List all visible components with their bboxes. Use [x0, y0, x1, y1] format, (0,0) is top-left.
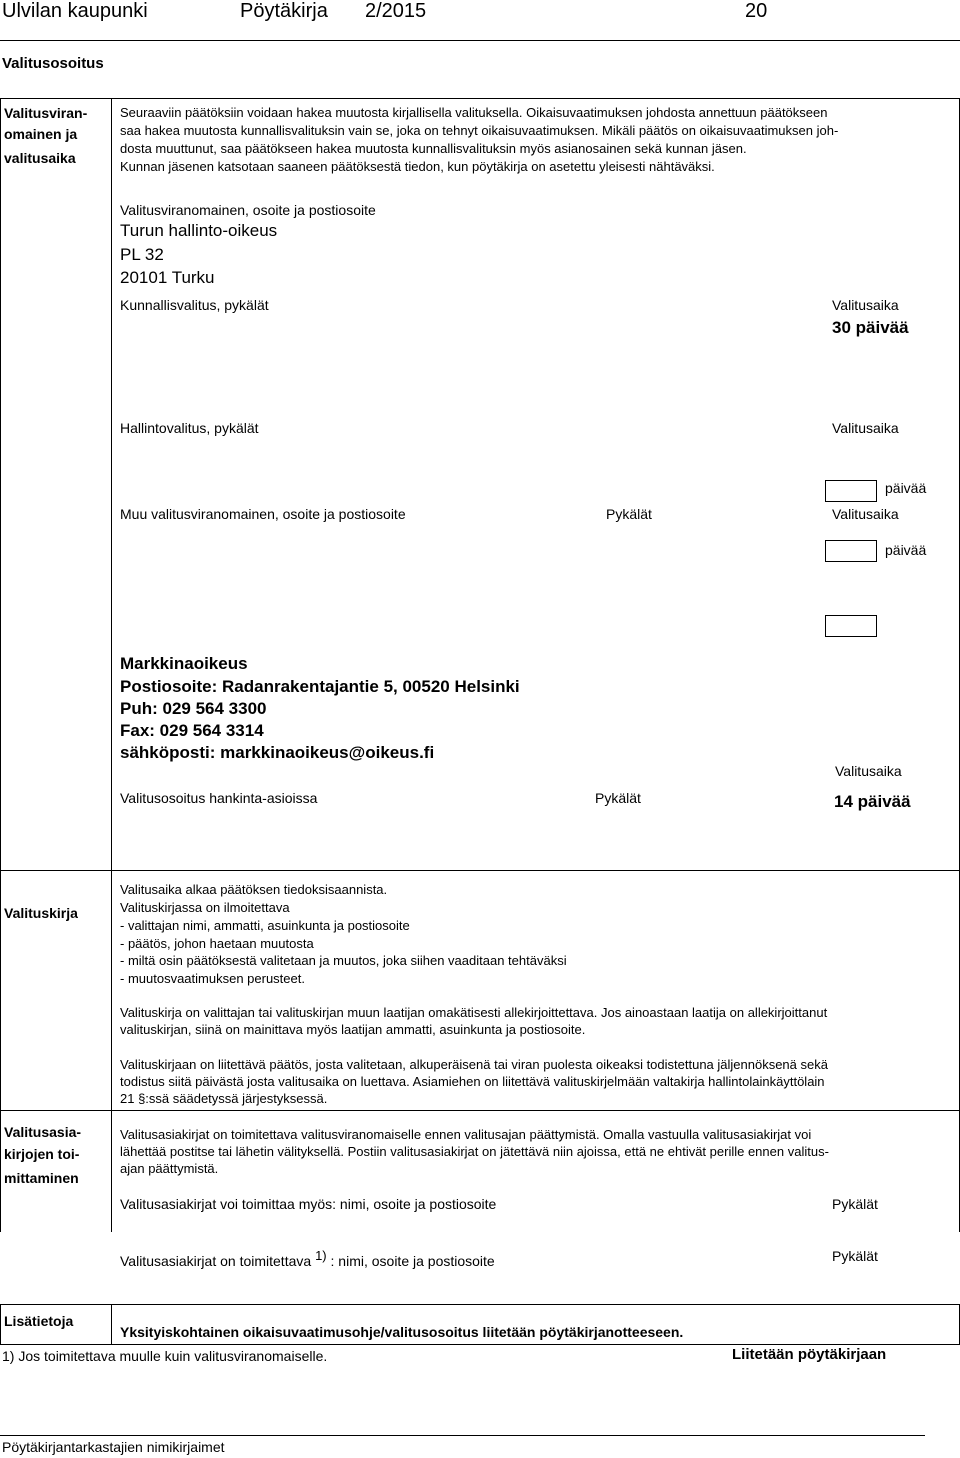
delivery-rule: [0, 1110, 960, 1111]
delivery-option-2-text: Valitusasiakirjat on toimitettava: [120, 1253, 312, 1269]
delivery-option-1: Valitusasiakirjat voi toimittaa myös: nimi, osoite ja postiosoite: [120, 1196, 497, 1212]
delivery-option-2-suffix: : nimi, osoite ja postiosoite: [330, 1253, 495, 1269]
other-sections-label: Pykälät: [606, 506, 652, 522]
footnote: 1) Jos toimitettava muulle kuin valitusviranomaiselle.: [2, 1348, 328, 1364]
header-page-number: 20: [745, 0, 768, 22]
market-court-address: Postiosoite: Radanrakentajantie 5, 00520 Helsinki: [120, 677, 520, 696]
municipal-period-value: 30 päivää: [832, 318, 909, 337]
section-title: Valitusosoitus: [2, 55, 104, 72]
appeal-doc-line-3: - valittajan nimi, ammatti, asuinkunta ja postiosoite: [120, 918, 410, 933]
intro-line-4: Kunnan jäsenen katsotaan saaneen päätöksestä tiedon, kun pöytäkirja on asetettu yleisesti nähtäväksi.: [120, 159, 715, 174]
appeal-doc-para2-line-1: Valituskirja on valittajan tai valituskirjan muun laatijan omakätisesti allekirjoittettava. Jos ainoastaan laatija on allekirjoittanut: [120, 1005, 828, 1020]
additional-rule: [0, 1304, 960, 1305]
appeal-doc-para2-line-2: valituskirjan, siinä on mainittava myös laatijan ammatti, asuinkunta ja postiosoite.: [120, 1022, 586, 1037]
other-authority-label: Muu valitusviranomainen, osoite ja postiosoite: [120, 506, 406, 522]
appeal-doc-line-6: - muutosvaatimuksen perusteet.: [120, 971, 305, 986]
delivery-option-2: [120, 1248, 495, 1270]
market-court-name: Markkinaoikeus: [120, 654, 248, 673]
additional-label: Lisätietoja: [4, 1313, 74, 1329]
signatures-label: Pöytäkirjantarkastajien nimikirjaimet: [2, 1439, 225, 1455]
market-court-phone: Puh: 029 564 3300: [120, 699, 267, 718]
other-period-label: Valitusaika: [832, 506, 899, 522]
intro-line-3: dosta muuttunut, saa päätökseen hakea muutosta kunnallisvalituksin myös asianosainen sekä kunnan jäsen.: [120, 141, 747, 156]
additional-left-line: [0, 1304, 1, 1344]
appeal-doc-line-2: Valituskirjassa on ilmoitettava: [120, 900, 290, 915]
market-court-fax: Fax: 029 564 3314: [120, 721, 264, 740]
appeal-doc-line-1: Valitusaika alkaa päätöksen tiedoksisaannista.: [120, 882, 388, 897]
market-court-email: sähköposti: markkinaoikeus@oikeus.fi: [120, 743, 435, 762]
appeal-doc-line-5: - miltä osin päätöksestä valitetaan ja muutos, joka siihen vaaditaan tehtäväksi: [120, 953, 567, 968]
label-column-line: [111, 98, 112, 1232]
other-days-label: päivää: [885, 542, 927, 558]
admin-appeal-label: Hallintovalitus, pykälät: [120, 420, 259, 436]
additional-text: Yksityiskohtainen oikaisuvaatimusohje/valitusosoitus liitetään pöytäkirjanotteeseen.: [120, 1324, 684, 1340]
delivery-option-2-sections: Pykälät: [832, 1248, 878, 1264]
admin-days-field[interactable]: [825, 480, 877, 502]
authority-po-box: PL 32: [120, 245, 164, 264]
municipal-period-label: Valitusaika: [832, 297, 899, 313]
appeal-doc-rule: [0, 870, 960, 871]
appeal-doc-line-4: - päätös, johon haetaan muutosta: [120, 936, 314, 951]
appeal-doc-para3-line-2: todistus siitä päivästä josta valitusaika on luettava. Asiamiehen on liitettävä valituskirjelmään valtakirja hallintolainkäyttölain: [120, 1074, 825, 1089]
header-number: 2/2015: [365, 0, 427, 22]
header-municipality: Ulvilan kaupunki: [2, 0, 148, 22]
header-rule: [0, 40, 960, 41]
header-document: Pöytäkirja: [240, 0, 328, 22]
authority-label-3: valitusaika: [4, 150, 76, 166]
appeal-doc-label: Valituskirja: [4, 905, 78, 921]
authority-postal: 20101 Turku: [120, 268, 215, 287]
additional-bottom-rule: [0, 1344, 960, 1345]
municipal-appeal-label: Kunnallisvalitus, pykälät: [120, 297, 269, 313]
top-frame-rule: [0, 98, 960, 99]
appeal-doc-para3-line-1: Valituskirjaan on liitettävä päätös, josta valitetaan, alkuperäisenä tai viran puolesta oikeaksi todistettuna jäljennöksenä sekä: [120, 1057, 828, 1072]
delivery-line-3: ajan päättymistä.: [120, 1161, 219, 1176]
procurement-period-value: 14 päivää: [834, 792, 911, 811]
left-frame-line: [0, 98, 1, 1232]
delivery-line-2: lähettää postitse tai lähetin välityksellä. Postiin valitusasiakirjat on jätettävä niin ajoissa, että ne ehtivät perille ennen valitus-: [120, 1144, 829, 1159]
appeal-doc-para3-line-3: 21 §:ssä säädetyssä järjestyksessä.: [120, 1091, 328, 1106]
intro-line-2: saa hakea muutosta kunnallisvalituksin vain se, joka on tehnyt oikaisuvaatimuksen. Mikäli päätös on oikaisuvaatimuksen joh-: [120, 123, 839, 138]
procurement-sections-label: Pykälät: [595, 790, 641, 806]
authority-name: Turun hallinto-oikeus: [120, 221, 278, 240]
delivery-line-1: Valitusasiakirjat on toimitettava valitusviranomaiselle ennen valitusajan päättymistä. Omalla vastuulla valitusasiakirjat voi: [120, 1127, 812, 1142]
admin-days-label: päivää: [885, 480, 927, 496]
authority-caption: Valitusviranomainen, osoite ja postiosoite: [120, 202, 376, 218]
delivery-label-3: mittaminen: [4, 1170, 79, 1186]
authority-label-1: Valitusviran-: [4, 105, 88, 121]
extra-days-field[interactable]: [825, 615, 877, 637]
intro-line-1: Seuraaviin päätöksiin voidaan hakea muutosta kirjallisella valituksella. Oikaisuvaatimuksen johdosta annettuun päätökseen: [120, 105, 828, 120]
authority-label-2: omainen ja: [4, 126, 78, 142]
delivery-label-1: Valitusasia-: [4, 1124, 82, 1140]
signature-rule: [0, 1435, 925, 1436]
attached-note: Liitetään pöytäkirjaan: [732, 1346, 887, 1363]
delivery-option-1-sections: Pykälät: [832, 1196, 878, 1212]
delivery-label-2: kirjojen toi-: [4, 1146, 80, 1162]
additional-column-line: [111, 1304, 112, 1344]
footnote-marker: 1): [315, 1248, 327, 1263]
admin-period-label: Valitusaika: [832, 420, 899, 436]
other-days-field[interactable]: [825, 540, 877, 562]
procurement-label: Valitusosoitus hankinta-asioissa: [120, 790, 318, 806]
procurement-period-label: Valitusaika: [835, 763, 902, 779]
